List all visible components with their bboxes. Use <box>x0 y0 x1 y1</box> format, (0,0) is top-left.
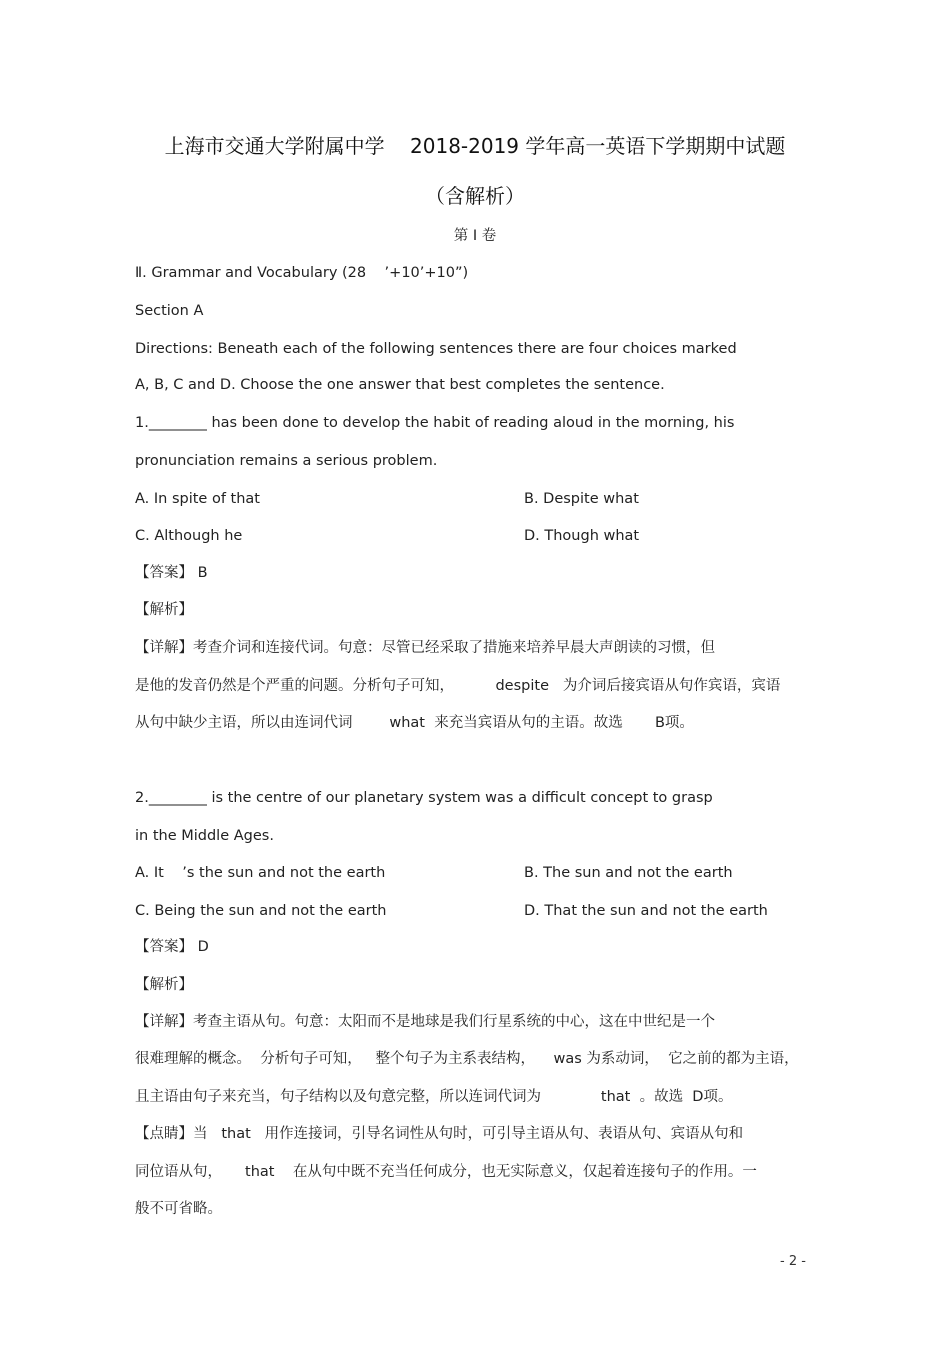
question-stem-line-1: 2.________ is the centre of our planetary system was a difficult concept to grasp <box>135 790 713 806</box>
tip-line-2: 同位语从句， that 在从句中既不充当任何成分，也无实际意义，仅起着连接句子的作用。一 <box>135 1164 757 1180</box>
option-b: B. Despite what <box>524 491 639 507</box>
option-d: D. Though what <box>524 528 640 544</box>
section-heading: Section A <box>135 303 204 319</box>
option-c: C. Although he <box>135 528 243 544</box>
title-line-1: 上海市交通大学附属中学 2018-2019 学年高一英语下学期期中试题 <box>164 134 786 158</box>
page-number: - 2 - <box>780 1254 806 1269</box>
tip-line-1: 【点睛】当 that 用作连接词，引导名词性从句时，可引导主语从句、表语从句、宾语从句和 <box>135 1126 744 1142</box>
tip-line-3: 般不可省略。 <box>135 1201 222 1217</box>
detail-line-1: 【详解】考查主语从句。句意：太阳而不是地球是我们行星系统的中心，这在中世纪是一个 <box>135 1014 715 1030</box>
directions-line-2: A, B, C and D. Choose the one answer that best completes the sentence. <box>135 377 665 393</box>
option-b: B. The sun and not the earth <box>524 865 733 881</box>
detail-line-3: 从句中缺少主语，所以由连词代词 what 来充当宾语从句的主语。故选 B项。 <box>135 715 694 731</box>
directions-line-1: Directions: Beneath each of the following sentences there are four choices marked <box>135 341 737 357</box>
question-stem-line-1: 1.________ has been done to develop the habit of reading aloud in the morning, his <box>135 415 735 431</box>
title-line-2: （含解析） <box>425 184 525 208</box>
answer-line: 【答案】 B <box>135 565 208 581</box>
option-d: D. That the sun and not the earth <box>524 903 768 919</box>
option-a: A. In spite of that <box>135 491 260 507</box>
detail-line-2: 很难理解的概念。 分析句子可知， 整个句子为主系表结构， was 为系动词， 它之前的都为主语， <box>135 1051 799 1067</box>
detail-line-1: 【详解】考查介词和连接代词。句意：尽管已经采取了措施来培养早晨大声朗读的习惯，但 <box>135 640 715 656</box>
question-stem-line-2: in the Middle Ages. <box>135 828 274 844</box>
detail-line-2: 是他的发音仍然是个严重的问题。分析句子可知， despite 为介词后接宾语从句作宾语，宾语 <box>135 678 781 694</box>
analysis-label: 【解析】 <box>135 977 193 993</box>
question-stem-line-2: pronunciation remains a serious problem. <box>135 453 438 469</box>
answer-line: 【答案】 D <box>135 939 209 955</box>
analysis-label: 【解析】 <box>135 602 193 618</box>
volume-label: 第 I 卷 <box>453 228 497 244</box>
option-a: A. It ’s the sun and not the earth <box>135 865 386 881</box>
detail-line-3: 且主语由句子来充当，句子结构以及句意完整，所以连词代词为 that 。故选 D项。 <box>135 1089 733 1105</box>
part-heading: Ⅱ. Grammar and Vocabulary (28 ’+10’+10”) <box>135 265 469 281</box>
option-c: C. Being the sun and not the earth <box>135 903 387 919</box>
